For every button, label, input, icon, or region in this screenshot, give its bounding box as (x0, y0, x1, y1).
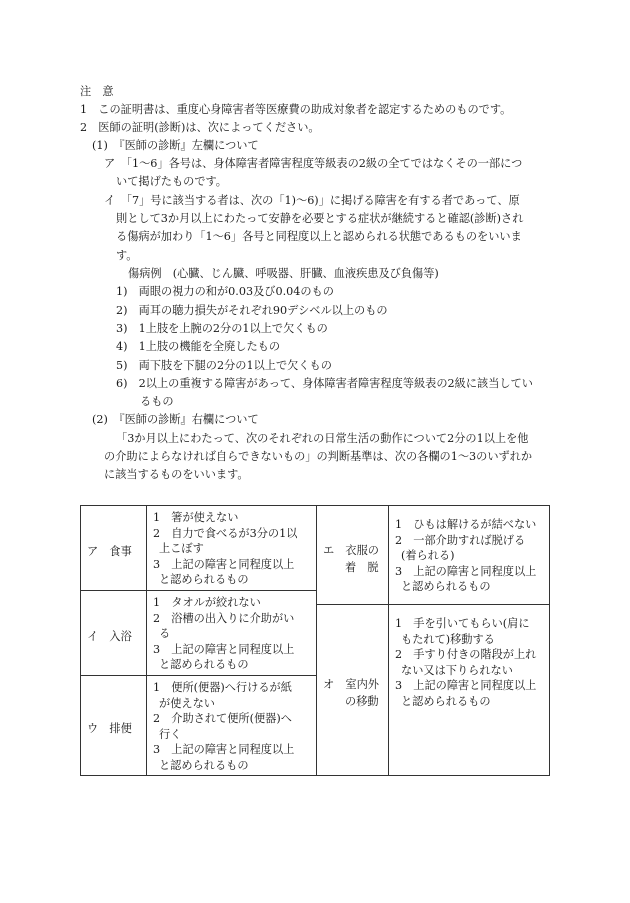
criteria-table (80, 505, 550, 776)
mobility-line: もたれて)移動する (401, 632, 495, 646)
content-bathing (153, 595, 294, 673)
item-1: 1 この証明書は、重度心身障害者等医療費の助成対象者を認定するためのものです。 (80, 103, 512, 116)
content-mobility (395, 616, 536, 709)
dressing-line: 3 上記の障害と同程度以上 (395, 564, 537, 578)
toileting-line: と認められるもの (159, 758, 249, 772)
label-cell-toileting (80, 675, 147, 776)
content-cell-toileting (146, 675, 317, 776)
label-cell-mobility (316, 604, 389, 776)
label-cell-eating (80, 505, 147, 591)
mobility-line: 3 上記の障害と同程度以上 (395, 679, 537, 692)
sub2-line-1: 「3か月以上にわたって、次のそれぞれの日常生活の動作について2分の1以上を他 (116, 432, 529, 445)
content-dressing (395, 517, 536, 595)
dressing-line: と認められるもの (401, 580, 491, 593)
sub1-i-line-3: る傷病が加わり「1～6」各号と同程度以上と認められる状態であるものをいいま (116, 230, 522, 243)
content-cell-eating (146, 505, 317, 591)
label-cell-dressing (316, 505, 389, 605)
dressing-line: 1 ひもは解けるが結べない (395, 518, 537, 531)
example-5: 5) 両下肢を下腿の2分の1以上で欠くもの (116, 359, 332, 372)
label-dressing-2: 着 脱 (345, 561, 379, 574)
example-title: 傷病例 (心臓、じん臓、呼吸器、肝臓、血液疾患及び負傷等) (128, 267, 439, 280)
sub1-i-line-1: イ 「7」号に該当する者は、次の「1)～6)」に掲げる障害を有する者であって、原 (104, 194, 520, 207)
sub1-a-line-2: いて掲げたものです。 (116, 175, 227, 188)
eating-line: 上こぼす (159, 542, 204, 555)
bathing-line: る (159, 627, 171, 640)
eating-line: 3 上記の障害と同程度以上 (153, 557, 295, 571)
sub2-title: (2) 『医師の診断』右欄について (92, 413, 259, 426)
label-dressing-1: エ 衣服の (323, 544, 379, 557)
sub1-title: (1) 『医師の診断』左欄について (92, 139, 259, 152)
mobility-line: 2 手すり付きの階段が上れ (395, 648, 537, 661)
sub1-i-line-2: 則として3か月以上にわたって安静を必要とする症状が継続すると確認(診断)され (116, 212, 524, 225)
sub2-line-3: に該当するものをいいます。 (104, 468, 249, 481)
eating-line: 2 自力で食べるが3分の1以 (153, 526, 298, 540)
toileting-line: 1 便所(便器)へ行けるが紙 (153, 681, 292, 694)
item-2: 2 医師の証明(診断)は、次によってください。 (80, 121, 320, 134)
content-eating (153, 510, 297, 588)
toileting-line: 3 上記の障害と同程度以上 (153, 743, 295, 756)
eating-line: と認められるもの (159, 573, 249, 586)
toileting-line: が使えない (159, 696, 215, 710)
label-eating: ア 食事 (87, 545, 132, 558)
bathing-line: 1 タオルが絞れない (153, 596, 261, 609)
mobility-line: と認められるもの (401, 694, 491, 708)
dressing-line: (着られる) (401, 549, 455, 562)
content-cell-mobility (388, 604, 550, 776)
mobility-line: ない又は下りられない (401, 663, 513, 677)
example-1: 1) 両眼の視力の和が0.03及び0.04のもの (116, 285, 334, 298)
label-toileting: ウ 排便 (87, 722, 132, 735)
sub1-a-line-1: ア 「1～6」各号は、身体障害者障害程度等級表の2級の全てではなくその一部につ (104, 157, 523, 170)
label-mobility-2: の移動 (345, 695, 379, 708)
content-cell-bathing (146, 590, 317, 676)
content-toileting (153, 680, 294, 773)
label-cell-bathing (80, 590, 147, 676)
example-6: 6) 2以上の重複する障害があって、身体障害者障害程度等級表の2級に該当してい (116, 377, 533, 390)
content-cell-dressing (388, 505, 550, 605)
notice-heading: 注 意 (80, 85, 114, 98)
toileting-line: 行く (159, 727, 182, 741)
bathing-line: 3 上記の障害と同程度以上 (153, 642, 295, 656)
example-6-cont: るもの (140, 395, 174, 408)
sub2-line-2: の介助によらなければ自らできないもの」の判断基準は、次の各欄の1～3のいずれか (104, 450, 533, 463)
dressing-line: 2 一部介助すれば脱げる (395, 533, 526, 547)
sub1-i-line-4: す。 (116, 249, 138, 262)
label-mobility-1: オ 室内外 (323, 678, 379, 691)
example-2: 2) 両耳の聴力損失がそれぞれ90デシベル以上のもの (116, 304, 388, 317)
example-4: 4) 1上肢の機能を全廃したもの (116, 340, 281, 353)
bathing-line: 2 浴槽の出入りに介助がい (153, 611, 295, 625)
eating-line: 1 箸が使えない (153, 511, 239, 524)
label-bathing: イ 入浴 (87, 630, 132, 643)
example-3: 3) 1上肢を上腕の2分の1以上で欠くもの (116, 322, 328, 335)
mobility-line: 1 手を引いてもらい(肩に (395, 617, 530, 630)
toileting-line: 2 介助されて便所(便器)へ (153, 712, 292, 725)
bathing-line: と認められるもの (159, 658, 249, 671)
